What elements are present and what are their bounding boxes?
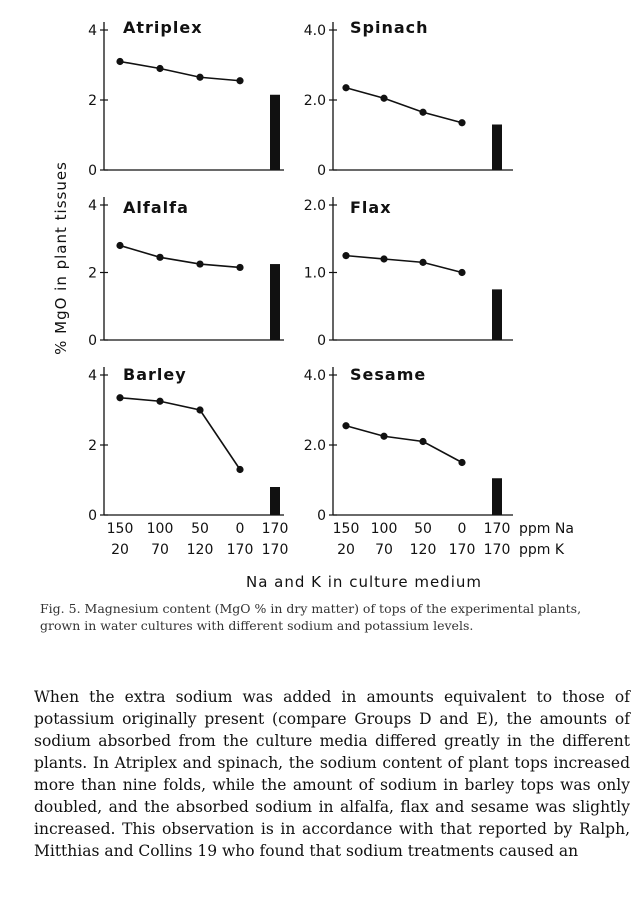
panel-title: Barley: [123, 365, 187, 384]
data-point: [156, 254, 163, 261]
y-tick-label: 4.0: [303, 23, 326, 39]
x-unit-label: ppm K: [519, 542, 565, 558]
x-tick-label: 150: [106, 521, 134, 537]
x-tick-label: 120: [186, 542, 214, 558]
body-text: [34, 686, 630, 862]
panel-sesame: [304, 365, 513, 524]
data-bar: [270, 264, 280, 340]
panel-spinach: [304, 18, 513, 179]
data-point: [196, 406, 203, 413]
data-point: [342, 252, 349, 259]
x-tick-label: 170: [483, 521, 511, 537]
data-point: [419, 109, 426, 116]
series-line: [120, 398, 240, 470]
y-tick-label: 0: [317, 163, 326, 179]
y-axis-title: % MgO in plant tissues: [52, 161, 70, 355]
data-point: [419, 438, 426, 445]
panel-flax: [304, 197, 513, 349]
x-tick-label: 0: [457, 521, 467, 537]
panel-title: Sesame: [350, 365, 427, 384]
y-tick-label: 4: [88, 198, 97, 214]
x-tick-label: 120: [409, 542, 437, 558]
panel-barley: [88, 365, 284, 524]
data-point: [116, 242, 123, 249]
body-paragraph: When the extra sodium was added in amounts equivalent to those of potassium originally present (compare Groups D and E), the amounts of sodium absorbed from the culture media differed greatly in the different plants. In Atriplex and spinach, the sodium content of plant tops increased more than nine folds, while the amount of sodium in barley tops was only doubled, and the absorbed sodium in alfalfa, flax and sesame was slightly increased. This observation is in accordance with that reported by Ralph, Mitthias and Collins 19 who found that sodium treatments caused an: [34, 688, 630, 860]
y-tick-label: 2.0: [303, 438, 326, 454]
data-bar: [492, 125, 502, 171]
data-point: [156, 65, 163, 72]
x-tick-label: 170: [448, 542, 476, 558]
x-tick-label: 20: [111, 542, 129, 558]
data-point: [419, 259, 426, 266]
y-tick-label: 0: [88, 508, 97, 524]
data-point: [342, 84, 349, 91]
x-tick-label: 170: [261, 521, 289, 537]
x-tick-label: 170: [226, 542, 254, 558]
x-tick-label: 50: [191, 521, 209, 537]
x-tick-label: 150: [332, 521, 360, 537]
x-tick-label: 170: [483, 542, 511, 558]
y-tick-label: 2: [88, 265, 97, 282]
data-point: [380, 255, 387, 262]
y-tick-label: 2: [88, 93, 97, 109]
y-tick-label: 0: [317, 333, 326, 349]
panel-title: Flax: [350, 198, 392, 217]
x-axis-title: Na and K in culture medium: [245, 573, 483, 591]
series-line: [120, 62, 240, 81]
data-point: [380, 433, 387, 440]
y-tick-label: 1.0: [303, 265, 326, 282]
data-point: [458, 119, 465, 126]
y-tick-label: 4.0: [303, 368, 326, 384]
data-point: [196, 74, 203, 81]
series-line: [346, 88, 462, 123]
data-point: [236, 466, 243, 473]
panel-atriplex: [88, 18, 284, 179]
y-tick-label: 4: [88, 368, 97, 384]
data-point: [380, 95, 387, 102]
x-tick-label: 20: [337, 542, 355, 558]
data-bar: [270, 95, 280, 170]
x-tick-label: 100: [370, 521, 398, 537]
panel-title: Alfalfa: [123, 198, 189, 217]
data-point: [342, 422, 349, 429]
y-tick-label: 2: [88, 438, 97, 454]
data-point: [236, 77, 243, 84]
data-point: [236, 264, 243, 271]
data-point: [116, 58, 123, 65]
x-tick-label: 170: [261, 542, 289, 558]
y-tick-label: 0: [88, 333, 97, 349]
y-tick-label: 2.0: [303, 93, 326, 109]
y-tick-label: 4: [88, 23, 97, 39]
caption-text: Magnesium content (MgO % in dry matter) of tops of the experimental plants, grown in water cultures with different sodium and potassium levels.: [40, 601, 582, 633]
panel-alfalfa: [88, 197, 284, 349]
y-tick-label: 0: [88, 163, 97, 179]
caption-label: Fig. 5.: [40, 601, 81, 616]
x-tick-label: 100: [146, 521, 174, 537]
series-line: [346, 256, 462, 273]
data-point: [458, 269, 465, 276]
series-line: [346, 426, 462, 463]
panel-title: Spinach: [350, 18, 429, 37]
data-bar: [270, 487, 280, 515]
x-tick-label: 0: [235, 521, 245, 537]
y-tick-label: 2.0: [303, 198, 326, 214]
data-point: [116, 394, 123, 401]
data-bar: [492, 289, 502, 340]
series-line: [120, 246, 240, 268]
x-tick-label: 50: [414, 521, 432, 537]
x-unit-label: ppm Na: [519, 521, 574, 537]
data-point: [196, 260, 203, 267]
x-tick-label: 70: [151, 542, 169, 558]
panel-title: Atriplex: [123, 18, 203, 37]
data-point: [156, 398, 163, 405]
data-bar: [492, 478, 502, 515]
figure-caption: [40, 600, 600, 634]
y-tick-label: 0: [317, 508, 326, 524]
x-tick-label: 70: [375, 542, 393, 558]
data-point: [458, 459, 465, 466]
